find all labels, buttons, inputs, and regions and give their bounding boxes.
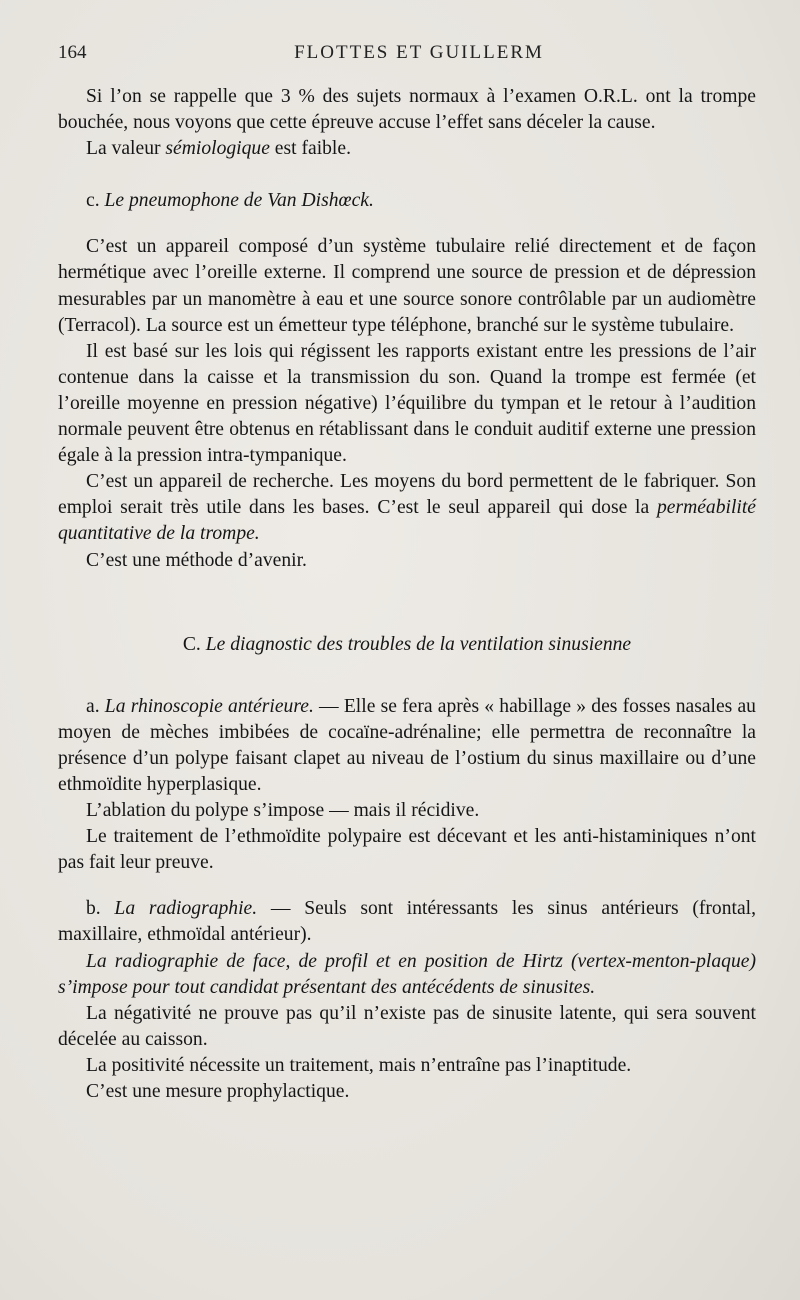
italic-term: sémiologique [165,138,270,160]
paragraph: La valeur sémiologique est faible. [86,138,351,160]
subsection-heading: c. Le pneumophone de Van Dishœck. [86,190,374,212]
paragraph: Si l’on se rappelle que 3 % des sujets normaux à l’examen O.R.L. ont la trompe bouchée, nous voyons que cette épreuve accuse l’effet sans déceler la cause. [58,86,756,134]
italic-term: La radiographie. [114,898,258,920]
paragraph: L’ablation du polype s’impose — mais il récidive. [86,800,480,822]
paragraph: b. La radiographie. — Seuls sont intéressants les sinus antérieurs (frontal, maxillaire, ethmoïdal antérieur). [58,898,757,946]
paragraph: C’est une méthode d’avenir. [86,549,307,571]
paragraph: Le traitement de l’ethmoïdite polypaire est décevant et les anti-histaminiques n’ont pas fait leur preuve. [58,826,756,874]
italic-term: perméabilité quantitative de la trompe. [58,497,756,545]
running-title: FLOTTES ET GUILLERM [294,42,544,63]
running-header [58,42,740,68]
paragraph: C’est une mesure prophylactique. [86,1081,350,1102]
body-text [58,84,756,1105]
paragraph: C’est un appareil de recherche. Les moyens du bord permettent de le fabriquer. Son emploi serait très utile dans les bases. C’est le seul appareil qui dose la perméabilité quantitative de la trompe. [58,471,756,545]
page-number: 164 [58,42,87,63]
paragraph: C’est un appareil composé d’un système tubulaire relié directement et de façon hermétique avec l’oreille externe. Il comprend une source de pression et de dépression mesurables par un manomètre à eau et une source sonore contrôlable par un audiomètre (Terracol). La source est un émetteur type téléphone, branché sur le système tubulaire. [58,236,756,336]
italic-term: La rhinoscopie antérieure. [104,695,314,717]
paragraph: a. La rhinoscopie antérieure. — Elle se fera après « habillage » des fosses nasales au moyen de mèches imbibées de cocaïne-adrénaline; elle permettra de reconnaître la présence d’un polype faisant clapet au niveau de l’ostium du sinus maxillaire ou d’une ethmoïdite hyperplasique. [58,695,756,795]
paragraph: Il est basé sur les lois qui régissent les rapports existant entre les pressions de l’air contenue dans la caisse et la transmission du son. Quand la trompe est fermée (et l’oreille moyenne en pression négative) l’équilibre du tympan et le retour à l’audition normale peuvent être obtenus en rétablissant dans le conduit auditif externe une pression égale à la pression intra-tympanique. [58,340,756,467]
paragraph: La négativité ne prouve pas qu’il n’existe pas de sinusite latente, qui sera souvent décelée au caisson. [58,1002,756,1050]
paragraph: La positivité nécessite un traitement, mais n’entraîne pas l’inaptitude. [86,1054,632,1076]
paragraph: La radiographie de face, de profil et en position de Hirtz (vertex-menton-plaque) s’impose pour tout candidat présentant des antécédents de sinusites. [58,950,756,998]
section-heading: C. Le diagnostic des troubles de la ventilation sinusienne [182,633,632,655]
